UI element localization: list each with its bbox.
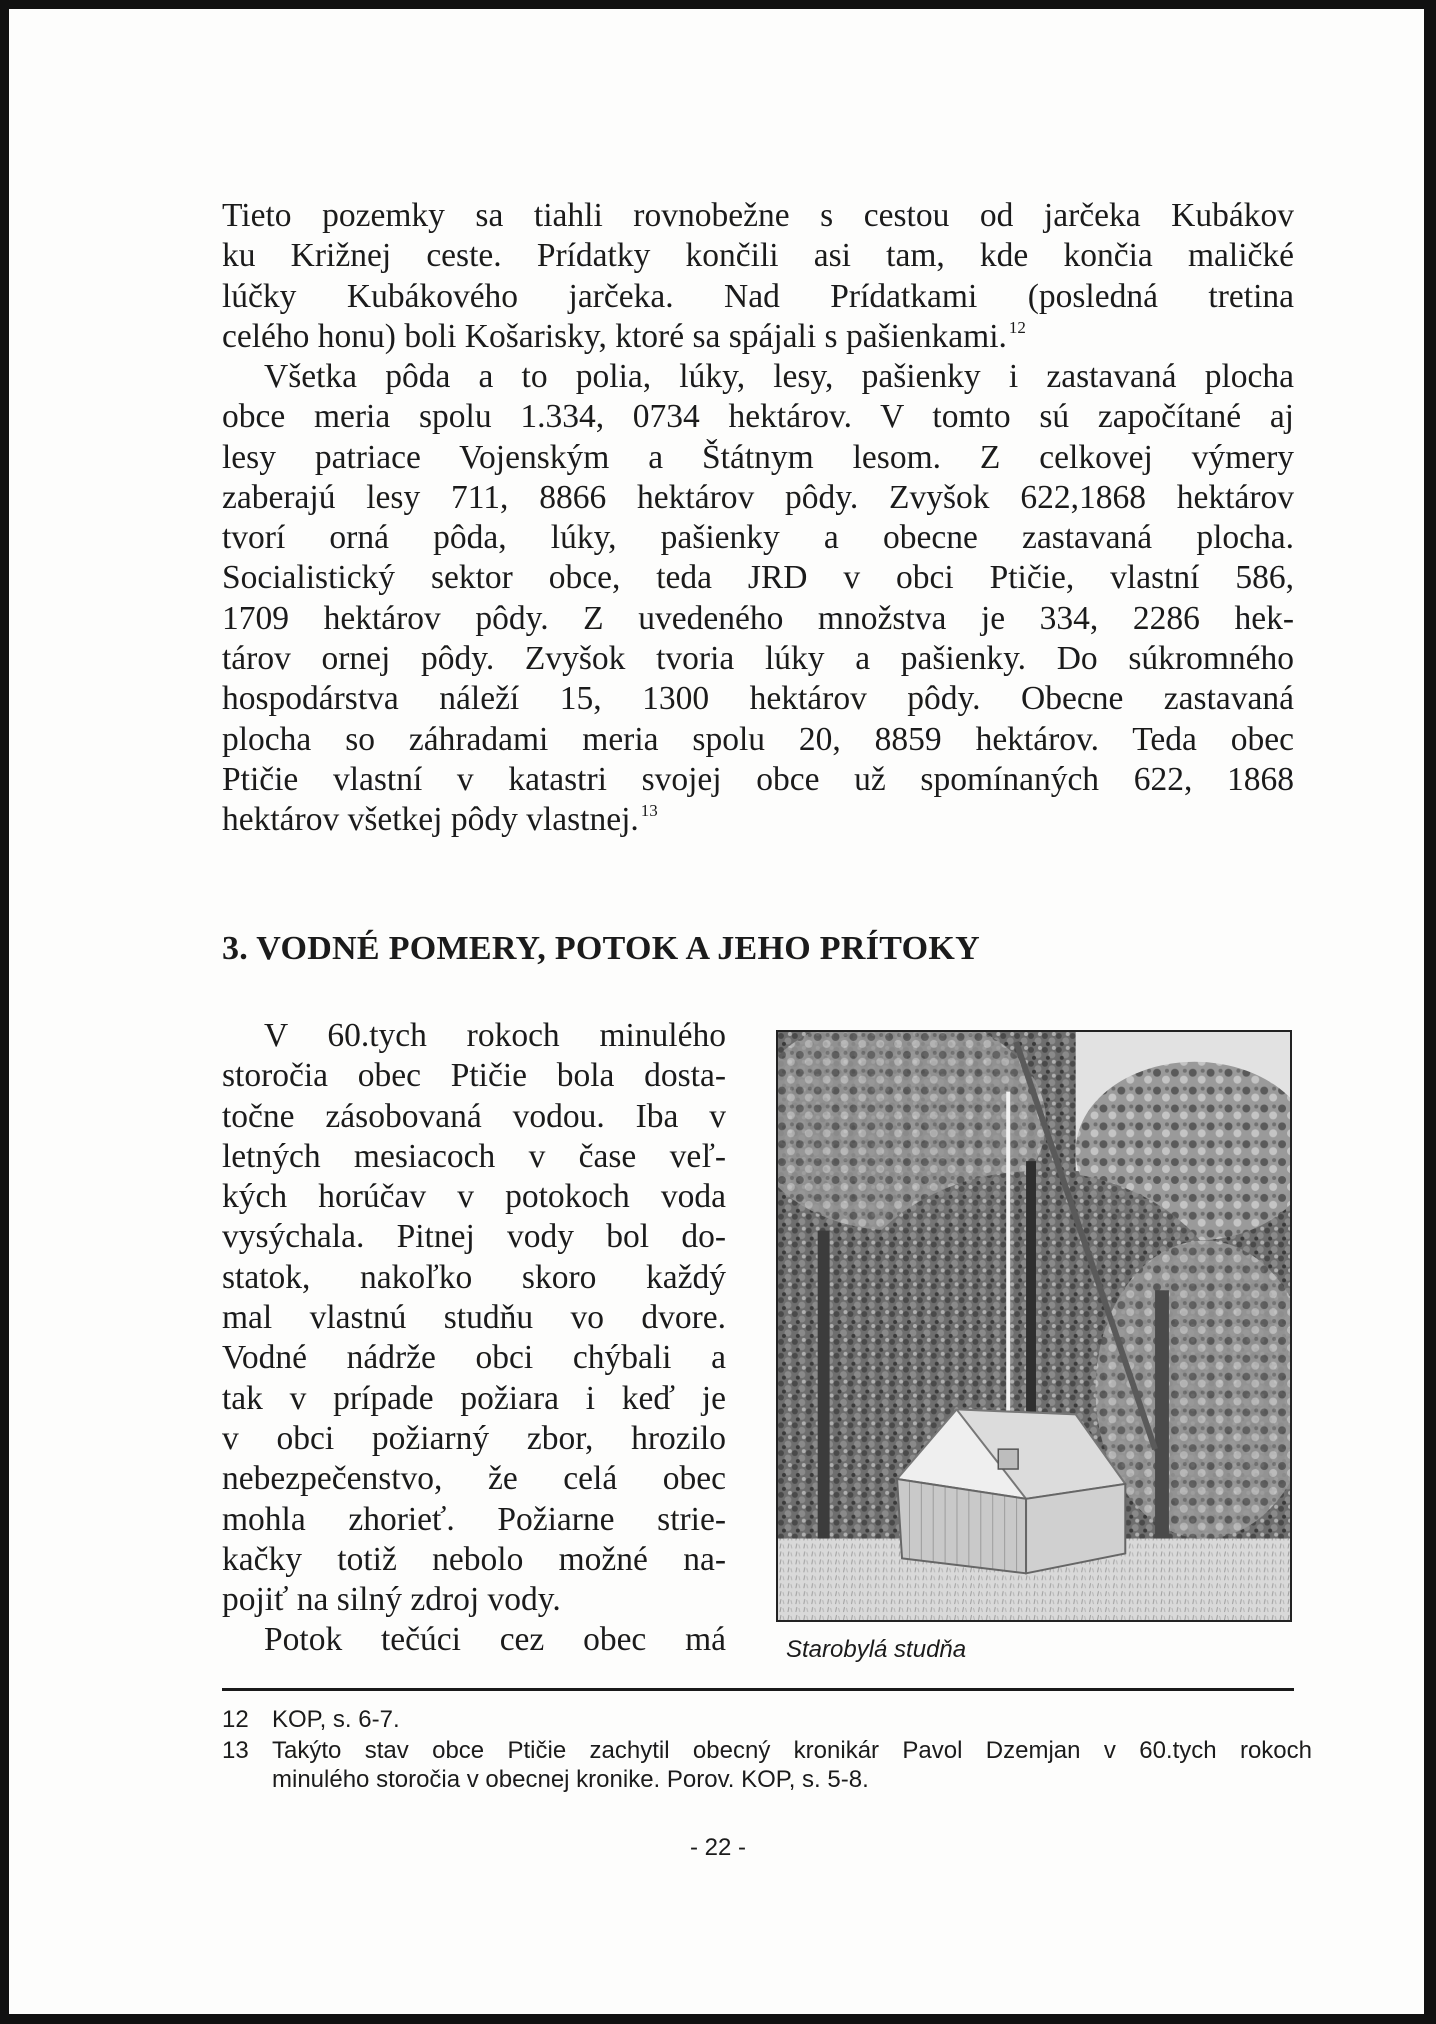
- text-line-content: celého honu) boli Košarisky, ktoré sa spájali s pašienkami.: [222, 317, 1007, 355]
- second-paragraph: [222, 357, 1294, 841]
- text-line: pojiť na silný zdroj vody.: [222, 1581, 561, 1619]
- footnote-text: [272, 1705, 1312, 1734]
- text-line: Socialistický sektor obce, teda JRD v obci Ptičie, vlastní 586,: [222, 559, 1294, 597]
- text-line: lúčky Kubákového jarčeka. Nad Prídatkami (posledná tretina: [222, 277, 1294, 315]
- text-line: v obci požiarný zbor, hrozilo: [222, 1419, 726, 1457]
- text-line: mal vlastnú studňu vo dvore.: [222, 1299, 726, 1337]
- text-line: plocha so záhradami meria spolu 20, 8859 hektárov. Teda obec: [222, 720, 1294, 758]
- page-number: - 22 -: [689, 1834, 746, 1861]
- text-line: vysýchala. Pitnej vody bol do-: [222, 1218, 726, 1256]
- text-line: ku Križnej ceste. Prídatky končili asi tam, kde končia maličké: [222, 237, 1294, 275]
- text-line: Tieto pozemky sa tiahli rovnobežne s cestou od jarčeka Kubákov: [222, 197, 1294, 234]
- text-line: točne zásobovaná vodou. Iba v: [222, 1097, 726, 1135]
- text-line: 1709 hektárov pôdy. Z uvedeného množstva je 334, 2286 hek-: [222, 599, 1294, 637]
- well-photo: [776, 1030, 1292, 1622]
- footnote-line: KOP, s. 6-7.: [272, 1706, 400, 1733]
- footnote-separator: [222, 1688, 1294, 1691]
- text-line: kačky totiž nebolo možné na-: [222, 1540, 726, 1578]
- text-line: Všetka pôda a to polia, lúky, lesy, pašienky i zastavaná plocha: [264, 358, 1294, 395]
- well-illustration: [778, 1032, 1290, 1620]
- text-line: letných mesiacoch v čase veľ-: [222, 1137, 726, 1175]
- text-line: kých horúčav v potokoch voda: [222, 1178, 726, 1216]
- photo-caption: Starobylá studňa: [786, 1636, 967, 1663]
- section-heading: 3. VODNÉ POMERY, POTOK A JEHO PRÍTOKY: [222, 930, 980, 967]
- footnote-ref-12: 12: [1008, 317, 1026, 337]
- text-line: mohla zhorieť. Požiarne strie-: [222, 1500, 726, 1538]
- intro-paragraph: [222, 196, 1294, 357]
- footnote-13: [222, 1736, 1312, 1796]
- text-line: lesy patriace Vojenským a Štátnym lesom. Z celkovej výmery: [222, 438, 1294, 476]
- text-line: tak v prípade požiara i keď je: [222, 1379, 726, 1417]
- footnote-number: 12: [222, 1706, 249, 1733]
- footnote-text: [272, 1736, 1312, 1794]
- text-line: Potok tečúci cez obec má: [264, 1621, 726, 1659]
- text-line: hospodárstva náleží 15, 1300 hektárov pôdy. Obecne zastavaná: [222, 680, 1294, 718]
- text-line: V 60.tych rokoch minulého: [264, 1017, 726, 1054]
- footnote-line: Takýto stav obce Ptičie zachytil obecný kronikár Pavol Dzemjan v 60.tych rokoch: [272, 1737, 1312, 1764]
- text-line: Vodné nádrže obci chýbali a: [222, 1339, 726, 1377]
- text-line-last: [222, 317, 1294, 357]
- text-line: zaberajú lesy 711, 8866 hektárov pôdy. Zvyšok 622,1868 hektárov: [222, 478, 1294, 516]
- footnote-number: 13: [222, 1737, 249, 1764]
- text-line: tárov ornej pôdy. Zvyšok tvoria lúky a pašienky. Do súkromného: [222, 640, 1294, 678]
- text-line-content: hektárov všetkej pôdy vlastnej.: [222, 801, 639, 839]
- text-line: storočia obec Ptičie bola dosta-: [222, 1057, 726, 1095]
- text-line: Ptičie vlastní v katastri svojej obce už spomínaných 622, 1868: [222, 760, 1294, 798]
- text-line: nebezpečenstvo, že celá obec: [222, 1460, 726, 1498]
- text-line: tvorí orná pôda, lúky, pašienky a obecne zastavaná plocha.: [222, 519, 1294, 557]
- footnote-ref-13: 13: [640, 801, 658, 821]
- footnote-12: [222, 1705, 1294, 1735]
- text-line-last: [222, 800, 1294, 840]
- text-line: obce meria spolu 1.334, 0734 hektárov. V tomto sú započítané aj: [222, 398, 1294, 436]
- column-text: [222, 1016, 726, 1661]
- footnote-line: minulého storočia v obecnej kronike. Porov. KOP, s. 5-8.: [272, 1766, 869, 1793]
- text-line: statok, nakoľko skoro každý: [222, 1258, 726, 1296]
